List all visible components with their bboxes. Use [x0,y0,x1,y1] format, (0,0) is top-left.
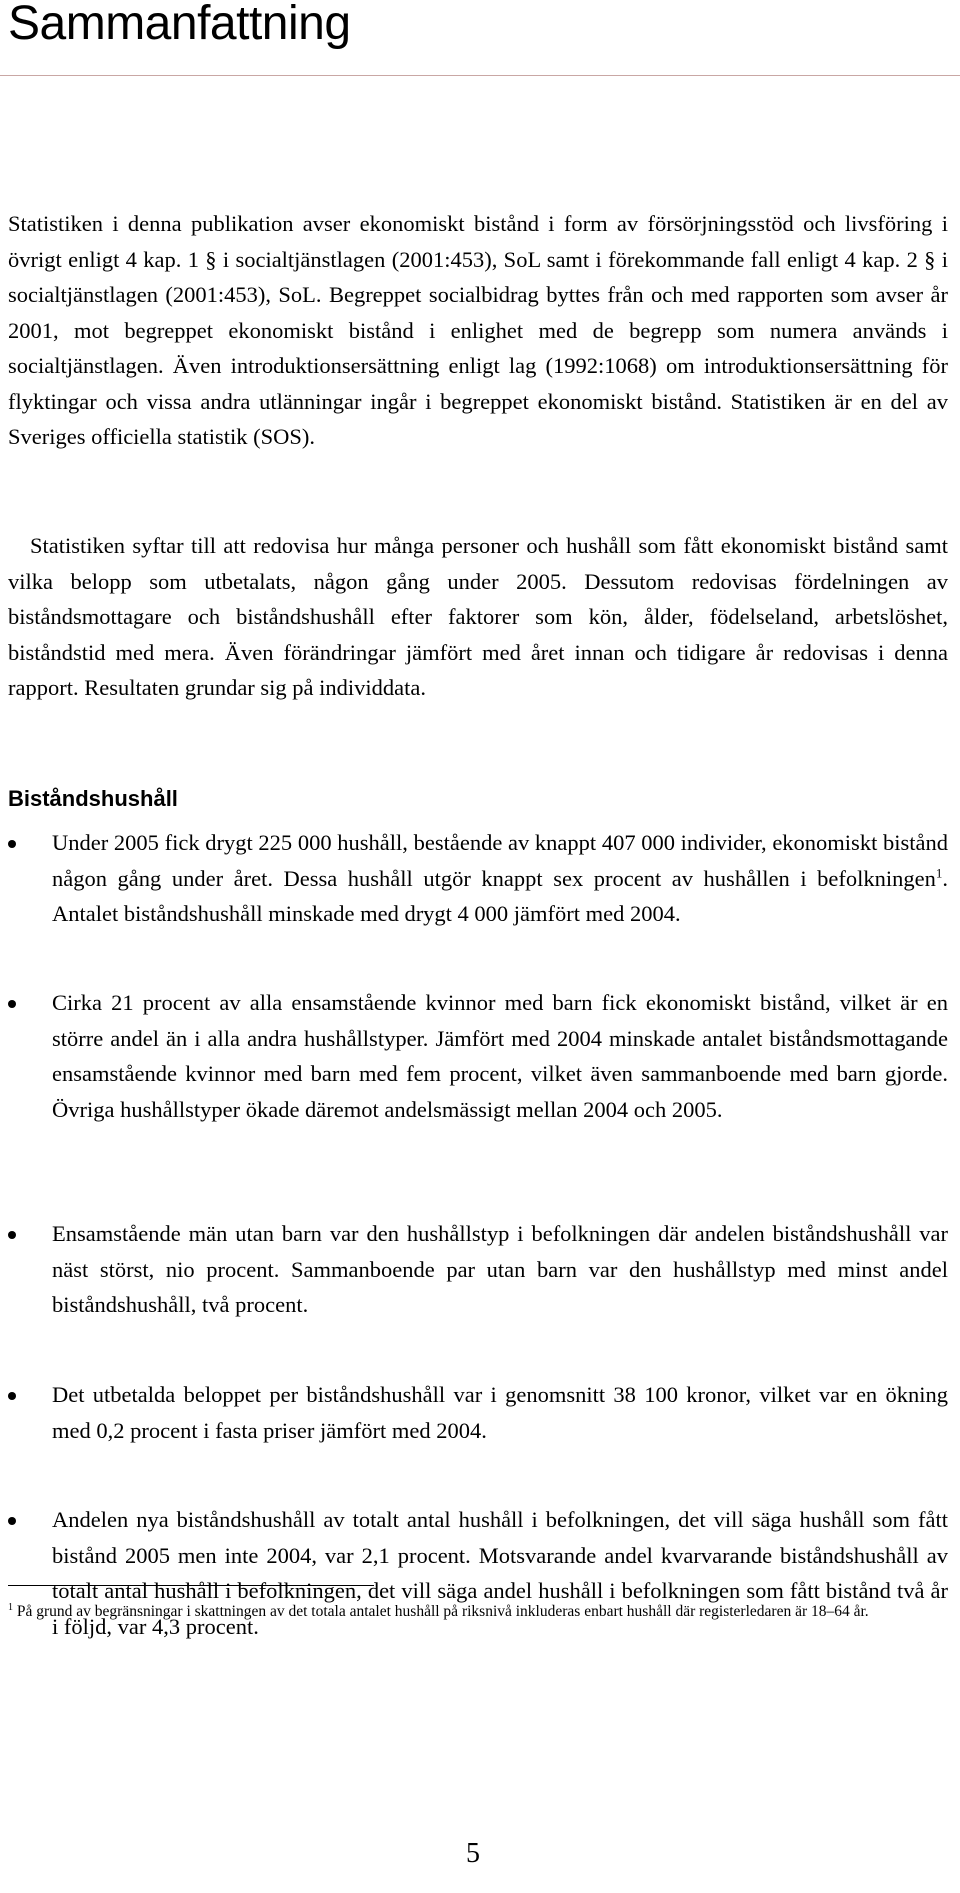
bullet-text: Ensamstående män utan barn var den hushållstyp i befolkningen där andelen biståndshushåll var näst störst, nio procent. Sammanboende par utan barn var den hushållstyp med minst andel biståndshushåll, två procent. [52,1221,948,1317]
footnote-text: På grund av begränsningar i skattningen av det totala antalet hushåll på riksnivå inkluderas enbart hushåll där registerledaren är 18–64 år. [13,1603,869,1620]
page-number: 5 [466,1838,480,1869]
footnote-divider [8,1585,374,1586]
bullet-icon [8,1231,16,1239]
list-item [0,1216,948,1323]
footnote-reference: 1 [935,865,943,880]
bullet-icon [8,1517,16,1525]
bullet-text: Andelen nya biståndshushåll av totalt antal hushåll i befolkningen, det vill säga hushåll som fått bistånd 2005 men inte 2004, var 2,1 procent. Motsvarande andel kvarvarande biståndshushåll av totalt antal hushåll i befolkningen, det vill säga andel hushåll i befolkningen som fått bistånd två år i följd, var 4,3 procent. [52,1507,948,1639]
title-divider [0,75,960,76]
bullet-icon [8,840,16,848]
bullet-text-part: Under 2005 fick drygt 225 000 hushåll, bestående av knappt 407 000 individer, ekonomiskt bistånd någon gång under året. Dessa hushåll utgör knappt sex procent av hushållen i befolkningen [52,830,948,891]
list-item [0,1377,948,1448]
section-heading: Biståndshushåll [8,786,178,811]
page-title: Sammanfattning [8,0,351,50]
bullet-text: Cirka 21 procent av alla ensamstående kvinnor med barn fick ekonomiskt bistånd, vilket är en större andel än i alla andra hushållstyper. Jämfört med 2004 minskade antalet biståndsmottagande ensamstående kvinnor med barn med fem procent, vilket även sammanboende med barn gjorde. Övriga hushållstyper ökade däremot andelsmässigt mellan 2004 och 2005. [52,990,948,1122]
list-item [0,985,948,1127]
bullet-icon [8,1000,16,1008]
bullet-text [52,825,948,932]
intro-paragraph-2: Statistiken syftar till att redovisa hur många personer och hushåll som fått ekonomiskt bistånd samt vilka belopp som utbetalats, någon gång under 2005. Dessutom redovisas fördelningen av biståndsmottagare och biståndshushåll efter faktorer som kön, ålder, födelseland, arbetslöshet, biståndstid med mera. Även förändringar jämfört med året innan och tidigare år redovisas i denna rapport. Resultaten grundar sig på individdata. [8,533,948,700]
intro-paragraph-1: Statistiken i denna publikation avser ekonomiskt bistånd i form av försörjningsstöd och livsföring i övrigt enligt 4 kap. 1 § i socialtjänstlagen (2001:453), SoL samt i förekommande fall enligt 4 kap. 2 § i socialtjänstlagen (2001:453), SoL. Begreppet socialbidrag byttes från och med rapporten som avser år 2001, mot begreppet ekonomiskt bistånd i enlighet med de begrepp som numera används i socialtjänstlagen. Även introduktionsersättning enligt lag (1992:1068) om introduktionsersättning för flyktingar och vissa andra utlänningar ingår i begreppet ekonomiskt bistånd. Statistiken är en del av Sveriges officiella statistik (SOS). [8,211,948,449]
bullet-text-part: . Antalet biståndshushåll minskade med drygt 4 000 jämfört med 2004. [52,865,948,926]
footnote-marker: 1 [8,1601,13,1613]
bullet-text: Det utbetalda beloppet per biståndshushåll var i genomsnitt 38 100 kronor, vilket var en ökning med 0,2 procent i fasta priser jämfört med 2004. [52,1382,948,1443]
footnote [8,1600,948,1623]
list-item [0,825,948,932]
bullet-icon [8,1392,16,1400]
